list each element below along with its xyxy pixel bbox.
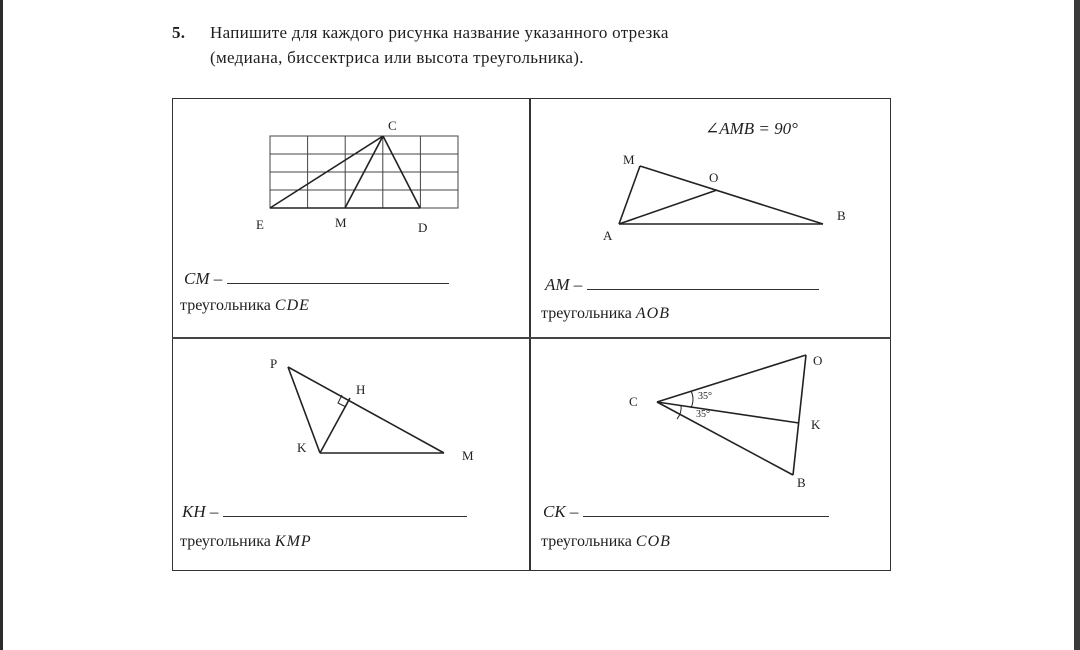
label-m: M xyxy=(462,448,474,463)
triangle-word: треугольника xyxy=(541,533,632,550)
label-k: K xyxy=(297,440,307,455)
triangle-word: треугольника xyxy=(180,533,271,550)
answer-line-cm xyxy=(184,269,449,289)
label-p: P xyxy=(270,356,278,371)
answer-blank[interactable] xyxy=(583,504,829,517)
segment-label: AM – xyxy=(545,275,583,294)
label-b: B xyxy=(837,208,846,223)
triangle-name: KMP xyxy=(274,533,312,550)
triangle-name: CDE xyxy=(274,297,310,314)
triangle-word: треугольника xyxy=(541,305,632,322)
label-m: M xyxy=(623,152,635,167)
task-number: 5. xyxy=(172,23,186,42)
figure-cell-aob xyxy=(531,98,891,334)
label-m: M xyxy=(335,215,347,230)
answer-blank[interactable] xyxy=(587,277,819,290)
triangle-caption xyxy=(180,533,312,551)
triangle-caption xyxy=(541,533,671,551)
segment-label: CK – xyxy=(543,502,579,521)
label-e: E xyxy=(256,217,264,232)
figure-cell-cde xyxy=(172,98,532,334)
answer-blank[interactable] xyxy=(223,504,467,517)
label-b: B xyxy=(797,475,806,490)
page-right-edge xyxy=(1074,0,1080,650)
label-o: O xyxy=(709,170,719,185)
triangle-caption xyxy=(180,297,310,315)
angle-label-1: 35° xyxy=(698,391,712,402)
triangle-kmp xyxy=(288,367,444,453)
answer-blank[interactable] xyxy=(227,271,449,284)
triangle-name: COB xyxy=(635,533,671,550)
label-a: A xyxy=(603,228,613,243)
label-d: D xyxy=(418,220,428,235)
task-line-2: (медиана, биссектриса или высота треугольника). xyxy=(210,48,584,67)
angle-arc-2 xyxy=(677,405,681,419)
figure-cell-cob xyxy=(531,335,891,571)
answer-line-ck xyxy=(543,502,829,522)
label-h: H xyxy=(356,382,366,397)
figure-cell-kmp xyxy=(172,335,532,571)
triangle-caption xyxy=(541,305,670,323)
angle-arc-1 xyxy=(691,391,693,408)
answer-line-am xyxy=(545,275,819,295)
task-line-1: Напишите для каждого рисунка название указанного отрезка xyxy=(210,23,669,42)
angle-label-2: 35° xyxy=(696,409,710,420)
answer-line-kh xyxy=(182,502,467,522)
segment-label: CM – xyxy=(184,269,223,288)
triangle-word: треугольника xyxy=(180,297,271,314)
page-left-edge xyxy=(0,0,3,650)
triangle-aob xyxy=(619,166,823,224)
label-c: C xyxy=(629,394,638,409)
task-text xyxy=(172,20,912,70)
label-k: K xyxy=(811,417,821,432)
segment-label: KH – xyxy=(182,502,219,521)
figure-aob xyxy=(531,98,891,334)
label-o: O xyxy=(813,353,823,368)
angle-condition: ∠AMB = 90° xyxy=(705,119,798,138)
label-c: C xyxy=(388,118,397,133)
triangle-name: AOB xyxy=(635,305,670,322)
